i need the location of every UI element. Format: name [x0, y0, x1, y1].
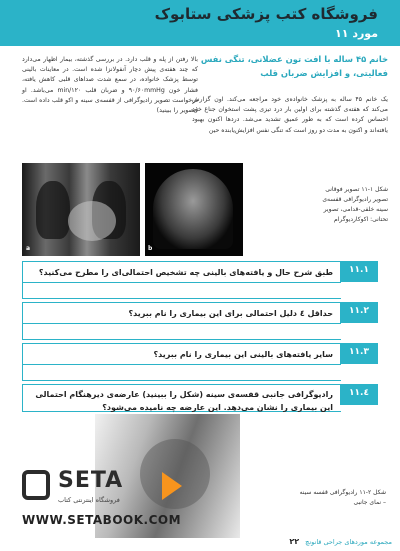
question-box	[22, 302, 341, 340]
chest-xray-image	[22, 163, 140, 256]
footer	[289, 537, 392, 546]
question-number: ۱۱.٤	[340, 384, 378, 405]
heart-shadow	[68, 201, 116, 241]
page-number: ۲۲	[289, 537, 300, 546]
lung-shape	[36, 181, 70, 239]
answer-line	[23, 364, 341, 365]
question-number: ۱۱.۱	[340, 261, 378, 282]
logo-subtitle: فروشگاه اینترنتی کتاب	[58, 496, 120, 504]
case-body-continued: بالا رفتن از پله و قلب دارد. در بررسی گذشته، بیمار اظهار می‌دارد که چند هفته‌ی پیش دچار آنفولانزا شده است. در معاینات بالینی توسط پزشک خانواده، در سمع شدت صداهای قلبی کاهش یافته، فشار خون ۹۰/۶۰mmHg و ضربان قلب ۱۲۰/min می‌باشد. او درخواست تصویر رادیوگرافی از قفسه‌ی سینه و اکو قلب داده است. (تصویر را ببینید)	[22, 56, 198, 115]
figure-caption: شکل ۱-۱۱ تصویر فوقانی تصویر رادیوگرافی قفسه‌ی سینه خلفی-قدامی، تصویر تحتانی: اکوکاردیوگرام	[322, 186, 388, 223]
logo-chevron-icon	[162, 472, 182, 500]
footer-title: مجموعه موردهای جراحی قانونچ	[305, 538, 392, 546]
question-box	[22, 261, 341, 299]
question-box	[22, 384, 341, 412]
case-heading: خانم ۴۵ ساله با افت تون عضلانی، تنگی نفس فعالیتی، و افزایش ضربان قلب	[200, 54, 388, 78]
echo-fan	[153, 169, 233, 249]
question-text: سایر یافته‌های بالینی این بیماری را نام ببرید؟	[153, 350, 333, 359]
website-url: WWW.SETABOOK.COM	[22, 513, 182, 527]
image-label-a: a	[26, 245, 31, 252]
page-title: فروشگاه کتب پزشکی ستابوک	[154, 5, 378, 23]
figure-caption-2: شکل ۲-۱۱ رادیوگرافی قفسه سینه – نمای جانبی	[299, 489, 386, 506]
image-label-b: b	[148, 245, 153, 252]
logo-mark	[22, 470, 50, 500]
watermark-logo	[22, 470, 204, 516]
question-text: طبق شرح حال و یافته‌های بالینی چه تشخیص احتمالی‌ای را مطرح می‌کنید؟	[38, 268, 333, 277]
header-bar	[0, 0, 400, 46]
case-body: یک خانم ۴۵ ساله به پزشک خانواده‌ی خود مراجعه می‌کند. اون گزارش می‌کند که هفته‌ی گذشته برای اولین بار درد تیزی پشت استخوان جناغ خود احساس کرده است که به طور عمیق تشدید می‌شد. دردها اکنون بهبود یافته‌اند و اکنون به مدت دو روز است که تنگی نفس افزایش‌یابنده حین	[192, 96, 388, 134]
answer-line	[23, 282, 341, 283]
question-text: رادیوگرافی جانبی قفسه‌ی سینه (شکل را ببینید) عارضه‌ی دیرهنگام احتمالی این بیماری را نشان می‌دهد. این عارضه چه نامیده می‌شود؟	[35, 390, 333, 412]
divider	[0, 46, 400, 48]
case-label: مورد ۱۱	[335, 27, 378, 40]
echocardiogram-image	[145, 163, 243, 256]
answer-line	[23, 323, 341, 324]
question-text: حداقل ٤ دلیل احتمالی برای این بیماری را نام ببرید؟	[128, 309, 333, 318]
logo-text: SETA	[58, 468, 124, 493]
question-box	[22, 343, 341, 381]
question-number: ۱۱.۳	[340, 343, 378, 364]
question-number: ۱۱.۲	[340, 302, 378, 323]
